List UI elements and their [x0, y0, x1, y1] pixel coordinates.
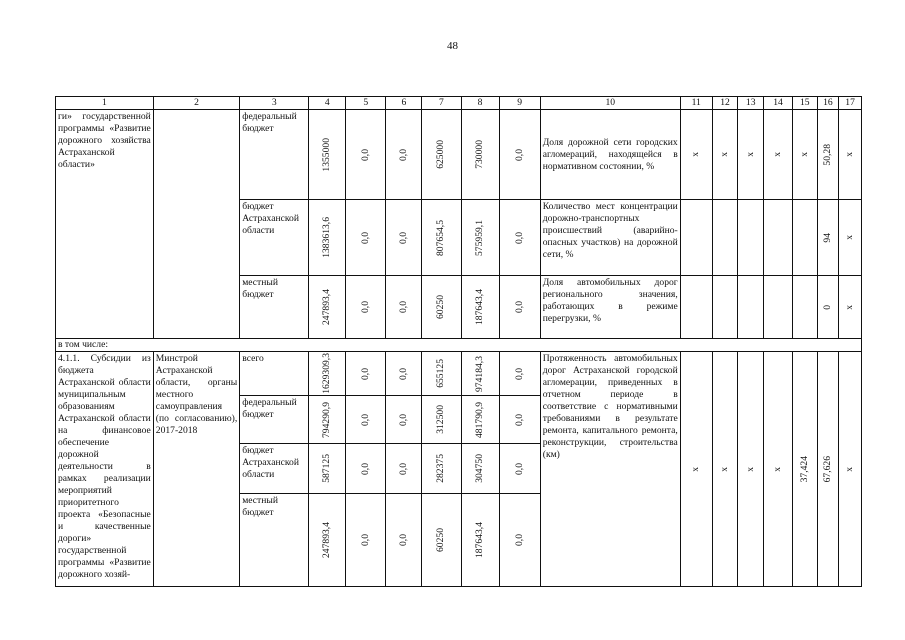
value-cell: 0,0 — [386, 494, 422, 587]
indicator-value: х — [712, 110, 738, 200]
value-cell: 0,0 — [346, 444, 386, 494]
indicator-text: Доля дорожной сети городских агломераций, находящейся в нормативном состоянии, % — [540, 110, 680, 200]
indicator-value: 67,626 — [817, 352, 839, 587]
value-cell: 187643,4 — [461, 276, 499, 339]
value-cell: 0,0 — [346, 200, 386, 276]
value-cell: 481790,9 — [461, 396, 499, 444]
value-cell: 282375 — [422, 444, 461, 494]
table-row — [56, 339, 862, 352]
funding-source: всего — [240, 352, 309, 396]
value-cell: 0,0 — [346, 352, 386, 396]
indicator-value: х — [764, 352, 793, 587]
value-cell: 247893,4 — [309, 276, 346, 339]
program-description: ги» государственной программы «Развитие дорожного хозяйства Астраханской области» — [56, 110, 154, 339]
value-cell: 0,0 — [346, 276, 386, 339]
funding-source: бюджет Астраханской области — [240, 444, 309, 494]
header-cell: 17 — [839, 97, 862, 110]
value-cell: 0,0 — [499, 200, 540, 276]
value-cell: 0,0 — [499, 352, 540, 396]
value-cell: 625000 — [422, 110, 461, 200]
header-cell: 10 — [540, 97, 680, 110]
value-cell: 730000 — [461, 110, 499, 200]
value-cell: 0,0 — [499, 276, 540, 339]
value-cell: 0,0 — [499, 396, 540, 444]
funding-source: федеральный бюджет — [240, 396, 309, 444]
value-cell: 1629309,3 — [309, 352, 346, 396]
responsible-cell — [153, 110, 239, 339]
responsible-executor: Минстрой Астраханской области, органы местного самоуправления (по согласованию), 2017-2018 — [153, 352, 239, 587]
funding-source: бюджет Астраханской области — [240, 200, 309, 276]
indicator-value: 37,424 — [792, 352, 817, 587]
indicator-value — [792, 200, 817, 276]
value-cell: 1355000 — [309, 110, 346, 200]
value-cell: 60250 — [422, 494, 461, 587]
value-cell: 0,0 — [346, 396, 386, 444]
value-cell: 0,0 — [346, 494, 386, 587]
table-row — [56, 352, 862, 396]
value-cell: 60250 — [422, 276, 461, 339]
page-number: 48 — [447, 40, 458, 52]
indicator-value: х — [680, 352, 712, 587]
indicator-value: х — [839, 110, 862, 200]
value-cell: 1383613,6 — [309, 200, 346, 276]
header-cell: 2 — [153, 97, 239, 110]
budget-table — [55, 96, 862, 587]
value-cell: 0,0 — [386, 110, 422, 200]
header-cell: 13 — [738, 97, 764, 110]
indicator-value — [680, 200, 712, 276]
value-cell: 0,0 — [386, 444, 422, 494]
value-cell: 575959,1 — [461, 200, 499, 276]
indicator-value — [764, 276, 793, 339]
value-cell: 587125 — [309, 444, 346, 494]
funding-source: местный бюджет — [240, 276, 309, 339]
indicator-value: х — [712, 352, 738, 587]
indicator-value: х — [839, 276, 862, 339]
header-row — [56, 97, 862, 110]
value-cell: 0,0 — [386, 396, 422, 444]
including-label: в том числе: — [56, 339, 862, 352]
value-cell: 247893,4 — [309, 494, 346, 587]
value-cell: 0,0 — [386, 276, 422, 339]
indicator-value: х — [680, 110, 712, 200]
header-cell: 4 — [309, 97, 346, 110]
indicator-value — [738, 200, 764, 276]
indicator-value — [792, 276, 817, 339]
value-cell: 0,0 — [386, 352, 422, 396]
indicator-text: Доля автомобильных дорог регионального значения, работающих в режиме перегрузки, % — [540, 276, 680, 339]
indicator-text: Протяженность автомобильных дорог Астраханской городской агломерации, приведенных в отчетном периоде в соответствие с нормативными требованиями в результате ремонта, капитального ремонта, реконструкции, строительства (км) — [540, 352, 680, 587]
measure-description: 4.1.1. Субсидии из бюджета Астраханской области муниципальным образованиям Астраханской области на финансовое обеспечение дорожной деятельности в рамках реализации мероприятий приоритетного проекта «Безопасные и качественные дороги» государственной программы «Развитие дорожного хозяй- — [56, 352, 154, 587]
value-cell: 0,0 — [499, 494, 540, 587]
value-cell: 187643,4 — [461, 494, 499, 587]
value-cell: 0,0 — [386, 200, 422, 276]
value-cell: 807654,5 — [422, 200, 461, 276]
indicator-value: х — [738, 352, 764, 587]
value-cell: 794290,9 — [309, 396, 346, 444]
value-cell: 0,0 — [499, 444, 540, 494]
header-cell: 12 — [712, 97, 738, 110]
header-cell: 15 — [792, 97, 817, 110]
indicator-value — [738, 276, 764, 339]
indicator-text: Количество мест концентрации дорожно-транспортных происшествий (аварийно-опасных участков) на дорожной сети, % — [540, 200, 680, 276]
header-cell: 16 — [817, 97, 839, 110]
value-cell: 974184,3 — [461, 352, 499, 396]
indicator-value: х — [839, 352, 862, 587]
header-cell: 6 — [386, 97, 422, 110]
indicator-value: х — [792, 110, 817, 200]
header-cell: 11 — [680, 97, 712, 110]
indicator-value: 94 — [817, 200, 839, 276]
table-row — [56, 110, 862, 200]
funding-source: федеральный бюджет — [240, 110, 309, 200]
indicator-value — [680, 276, 712, 339]
value-cell: 0,0 — [499, 110, 540, 200]
header-cell: 9 — [499, 97, 540, 110]
value-cell: 312500 — [422, 396, 461, 444]
indicator-value — [712, 200, 738, 276]
funding-source: местный бюджет — [240, 494, 309, 587]
indicator-value: 50,28 — [817, 110, 839, 200]
header-cell: 3 — [240, 97, 309, 110]
value-cell: 0,0 — [346, 110, 386, 200]
value-cell: 655125 — [422, 352, 461, 396]
indicator-value: х — [738, 110, 764, 200]
indicator-value: х — [839, 200, 862, 276]
value-cell: 304750 — [461, 444, 499, 494]
header-cell: 8 — [461, 97, 499, 110]
indicator-value — [764, 200, 793, 276]
header-cell: 7 — [422, 97, 461, 110]
indicator-value: 0 — [817, 276, 839, 339]
header-cell: 14 — [764, 97, 793, 110]
header-cell: 1 — [56, 97, 154, 110]
header-cell: 5 — [346, 97, 386, 110]
indicator-value: х — [764, 110, 793, 200]
indicator-value — [712, 276, 738, 339]
